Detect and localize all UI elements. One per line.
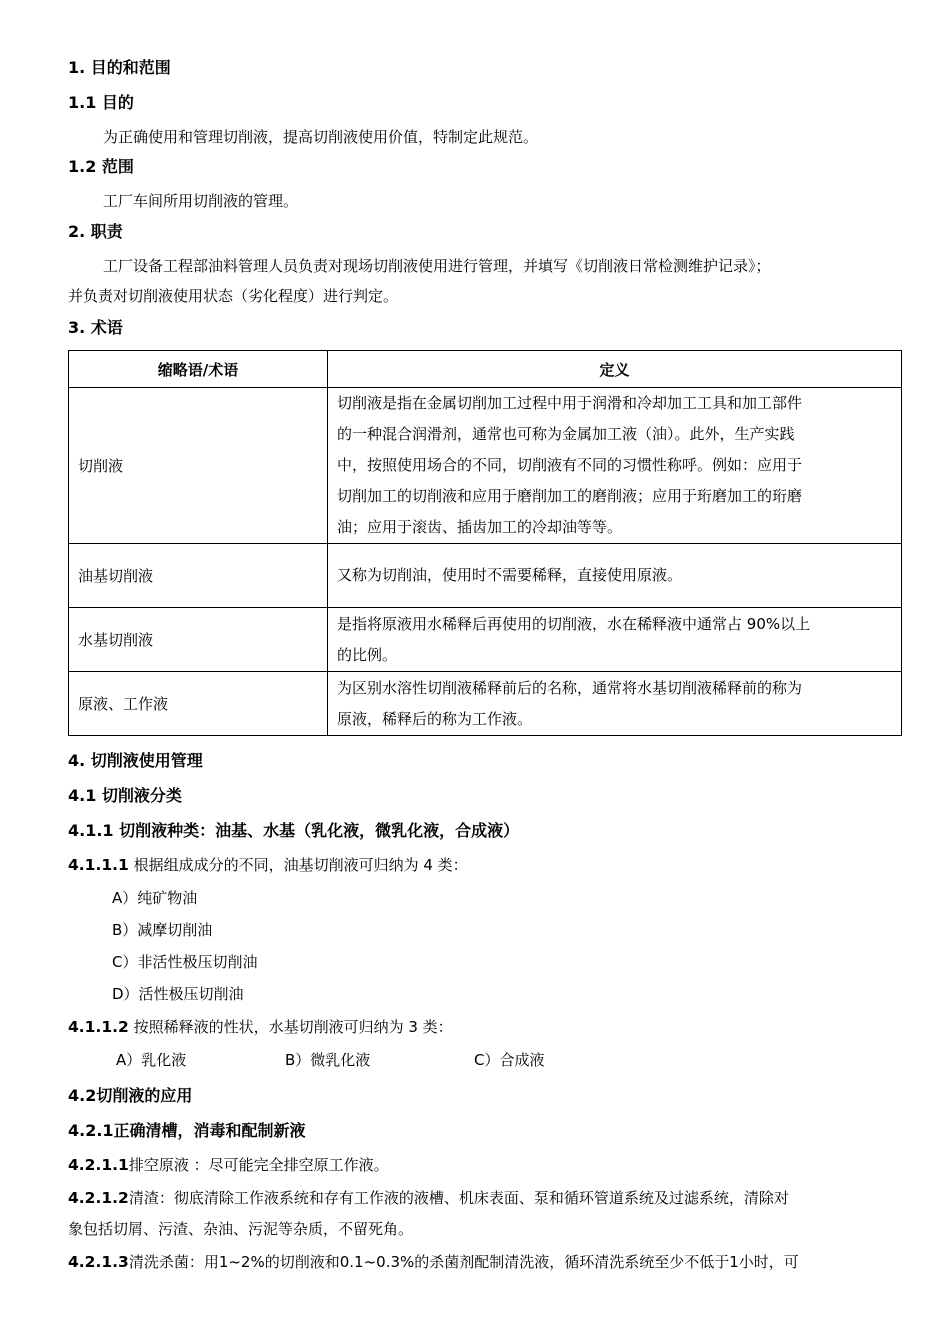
clause-number: 4.2.1.3	[68, 1253, 129, 1271]
table-row	[69, 388, 902, 544]
terms-header-term: 缩略语/术语	[69, 351, 328, 388]
table-row	[69, 672, 902, 736]
definition-line: 为区别水溶性切削液稀释前后的名称，通常将水基切削液稀释前的称为	[337, 678, 803, 697]
definition-line: 又称为切削油，使用时不需要稀释，直接使用原液。	[337, 566, 683, 584]
terms-header-definition: 定义	[328, 351, 902, 388]
list-item: B）微乳化液	[285, 1051, 371, 1069]
clause-number: 4.1.1.1	[68, 856, 129, 874]
term-cell: 油基切削液	[69, 544, 328, 608]
definition-cell	[328, 608, 902, 672]
definition-line: 中，按照使用场合的不同，切削液有不同的习惯性称呼。例如：应用于	[337, 456, 803, 474]
term-cell: 水基切削液	[69, 608, 328, 672]
section-1-1-text: 为正确使用和管理切削液，提高切削液使用价值，特制定此规范。	[103, 128, 539, 146]
section-1-2-heading: 1.2 范围	[68, 157, 134, 176]
section-4-2-1-1	[68, 1155, 389, 1175]
list-item: B）减摩切削油	[112, 921, 213, 939]
clause-text: 按照稀释液的性状，水基切削液可归纳为 3 类：	[128, 1018, 453, 1036]
clause-number: 4.2.1.1	[68, 1156, 129, 1174]
clause-text: 根据组成成分的不同，油基切削液可归纳为 4 类：	[128, 856, 468, 874]
section-4-1-1-1	[68, 855, 468, 875]
section-4-2-1-2	[68, 1188, 789, 1208]
clause-text: 清渣：彻底清除工作液系统和存有工作液的液槽、机床表面、泵和循环管道系统及过滤系统，清除对	[128, 1189, 789, 1207]
list-item: D）活性极压切削油	[112, 985, 244, 1003]
section-1-1-heading: 1.1 目的	[68, 93, 134, 112]
section-2-text-line1: 工厂设备工程部油料管理人员负责对现场切削液使用进行管理，并填写《切削液日常检测维护记录》；	[103, 257, 771, 275]
definition-cell	[328, 544, 902, 608]
section-1-heading: 1. 目的和范围	[68, 58, 171, 77]
section-2-heading: 2. 职责	[68, 222, 123, 241]
definition-line: 是指将原液用水稀释后再使用的切削液，水在稀释液中通常占 90%以上	[337, 614, 811, 633]
list-item: A）纯矿物油	[112, 889, 198, 907]
definition-line: 原液，稀释后的称为工作液。	[337, 709, 533, 728]
definition-line: 的比例。	[337, 645, 398, 664]
term-cell: 原液、工作液	[69, 672, 328, 736]
table-row	[69, 544, 902, 608]
section-4-2-heading: 4.2切削液的应用	[68, 1086, 193, 1105]
section-4-1-heading: 4.1 切削液分类	[68, 786, 182, 805]
terms-table	[68, 350, 902, 736]
clause-number: 4.1.1.2	[68, 1018, 129, 1036]
list-item: C）非活性极压切削油	[112, 953, 258, 971]
definition-line: 切削液是指在金属切削加工过程中用于润滑和冷却加工工具和加工部件	[337, 394, 803, 412]
section-2-text-line2: 并负责对切削液使用状态（劣化程度）进行判定。	[68, 287, 399, 305]
definition-cell	[328, 672, 902, 736]
section-4-2-1-3	[68, 1252, 799, 1272]
section-4-2-1-2-line2: 象包括切屑、污渣、杂油、污泥等杂质，不留死角。	[68, 1220, 414, 1238]
list-item: C）合成液	[474, 1051, 545, 1069]
section-4-heading: 4. 切削液使用管理	[68, 751, 203, 770]
definition-line: 切削加工的切削液和应用于磨削加工的磨削液；应用于珩磨加工的珩磨	[337, 487, 803, 505]
definition-cell	[328, 388, 902, 544]
section-4-2-1-heading: 4.2.1正确清槽，消毒和配制新液	[68, 1121, 306, 1140]
clause-text: 清洗杀菌：用1~2%的切削液和0.1~0.3%的杀菌剂配制清洗液，循环清洗系统至少不低于1小时，可	[128, 1253, 799, 1271]
terms-header-row	[69, 351, 902, 388]
definition-line: 的一种混合润滑剂，通常也可称为金属加工液（油）。此外，生产实践	[337, 425, 795, 443]
section-4-1-1-heading: 4.1.1 切削液种类：油基、水基（乳化液，微乳化液，合成液）	[68, 821, 520, 840]
section-1-2-text: 工厂车间所用切削液的管理。	[103, 192, 299, 210]
section-3-heading: 3. 术语	[68, 318, 123, 337]
definition-line: 油；应用于滚齿、插齿加工的冷却油等等。	[337, 518, 623, 536]
table-row	[69, 608, 902, 672]
list-item: A）乳化液	[116, 1051, 187, 1069]
clause-number: 4.2.1.2	[68, 1189, 129, 1207]
clause-text: 排空原液 ：尽可能完全排空原工作液。	[128, 1156, 389, 1174]
section-4-1-1-2	[68, 1017, 453, 1037]
term-cell: 切削液	[69, 388, 328, 544]
